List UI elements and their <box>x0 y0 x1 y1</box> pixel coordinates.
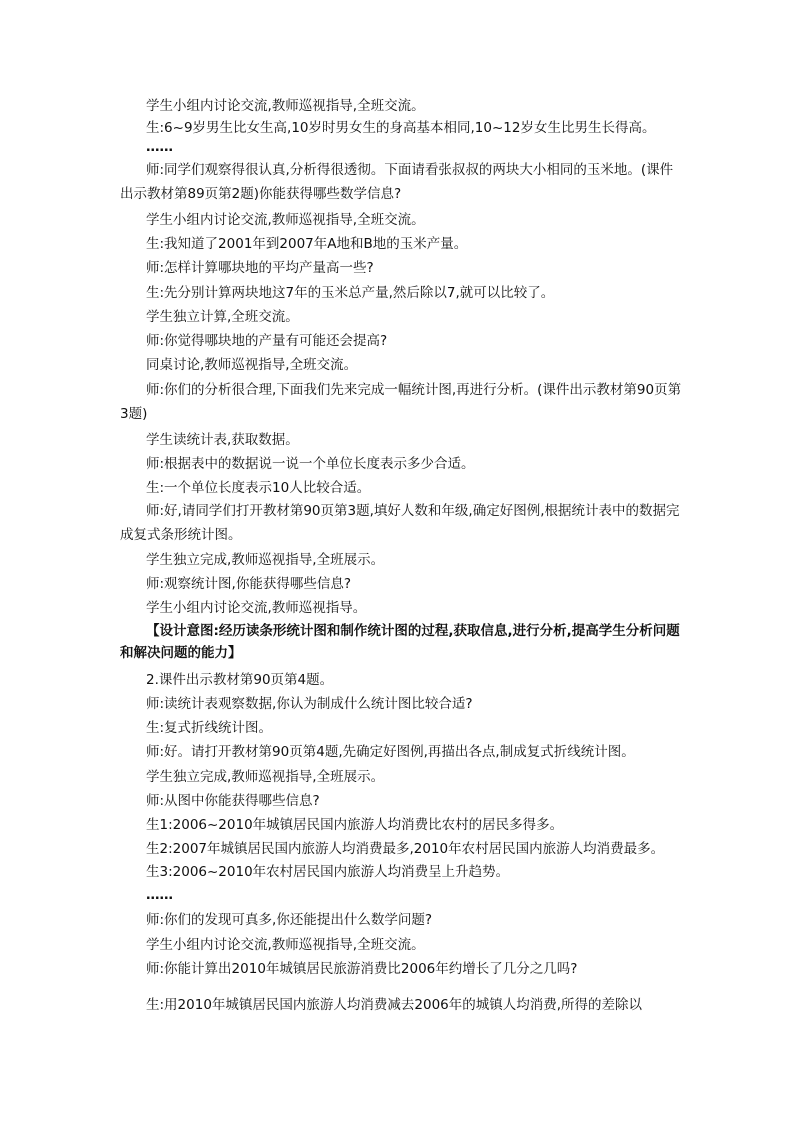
text-line: 学生独立完成,教师巡视指导,全班展示。 <box>146 769 385 785</box>
text-line: 学生小组内讨论交流,教师巡视指导,全班交流。 <box>146 937 425 953</box>
text-line: 学生小组内讨论交流,教师巡视指导。 <box>146 600 367 616</box>
text-line: 学生小组内讨论交流,教师巡视指导,全班交流。 <box>146 98 425 114</box>
text-line: 师:观察统计图,你能获得哪些信息? <box>146 576 352 592</box>
text-line: 2.课件出示教材第90页第4题。 <box>146 672 334 688</box>
text-line: 生:用2010年城镇居民国内旅游人均消费减去2006年的城镇人均消费,所得的差除以 <box>146 997 643 1013</box>
text-line: 师:怎样计算哪块地的平均产量高一些? <box>146 260 374 276</box>
text-line: 师:你们的发现可真多,你还能提出什么数学问题? <box>146 912 433 928</box>
ellipsis-line: …… <box>146 887 173 903</box>
text-line: 师:从图中你能获得哪些信息? <box>146 793 320 809</box>
text-line: 师:根据表中的数据说一说一个单位长度表示多少合适。 <box>146 456 475 472</box>
text-line: 生:先分别计算两块地这7年的玉米总产量,然后除以7,就可以比较了。 <box>146 285 555 301</box>
text-line: 学生独立计算,全班交流。 <box>146 309 299 325</box>
text-line: 生:6~9岁男生比女生高,10岁时男女生的身高基本相同,10~12岁女生比男生长得高。 <box>146 120 656 136</box>
text-line: 生3:2006~2010年农村居民国内旅游人均消费呈上升趋势。 <box>146 864 510 880</box>
text-line: 学生独立完成,教师巡视指导,全班展示。 <box>146 552 385 568</box>
text-line: 师:好。请打开教材第90页第4题,先确定好图例,再描出各点,制成复式折线统计图。 <box>146 744 635 760</box>
text-line: 生:一个单位长度表示10人比较合适。 <box>146 480 371 496</box>
design-intent: 【设计意图:经历读条形统计图和制作统计图的过程,获取信息,进行分析,提高学生分析问题和解决问题的能力】 <box>120 623 680 661</box>
ellipsis-line: …… <box>146 139 173 155</box>
text-line: 同桌讨论,教师巡视指导,全班交流。 <box>146 357 358 373</box>
text-line: 学生读统计表,获取数据。 <box>146 432 299 448</box>
text-line: 生:复式折线统计图。 <box>146 720 273 736</box>
text-paragraph: 师:好,请同学们打开教材第90页第3题,填好人数和年级,确定好图例,根据统计表中的数据完成复式条形统计图。 <box>120 503 680 543</box>
text-paragraph: 师:你们的分析很合理,下面我们先来完成一幅统计图,再进行分析。(课件出示教材第90页第3题) <box>120 382 682 422</box>
text-line: 生2:2007年城镇居民国内旅游人均消费最多,2010年农村居民国内旅游人均消费最多。 <box>146 841 665 857</box>
text-line: 学生小组内讨论交流,教师巡视指导,全班交流。 <box>146 212 425 228</box>
text-line: 师:你能计算出2010年城镇居民旅游消费比2006年约增长了几分之几吗? <box>146 961 578 977</box>
text-line: 师:读统计表观察数据,你认为制成什么统计图比较合适? <box>146 696 473 712</box>
text-line: 师:你觉得哪块地的产量有可能还会提高? <box>146 333 388 349</box>
text-paragraph: 师:同学们观察得很认真,分析得很透彻。下面请看张叔叔的两块大小相同的玉米地。(课件出示教材第89页第2题)你能获得哪些数学信息? <box>120 162 674 202</box>
text-line: 生:我知道了2001年到2007年A地和B地的玉米产量。 <box>146 236 468 252</box>
text-line: 生1:2006~2010年城镇居民国内旅游人均消费比农村的居民多得多。 <box>146 817 564 833</box>
